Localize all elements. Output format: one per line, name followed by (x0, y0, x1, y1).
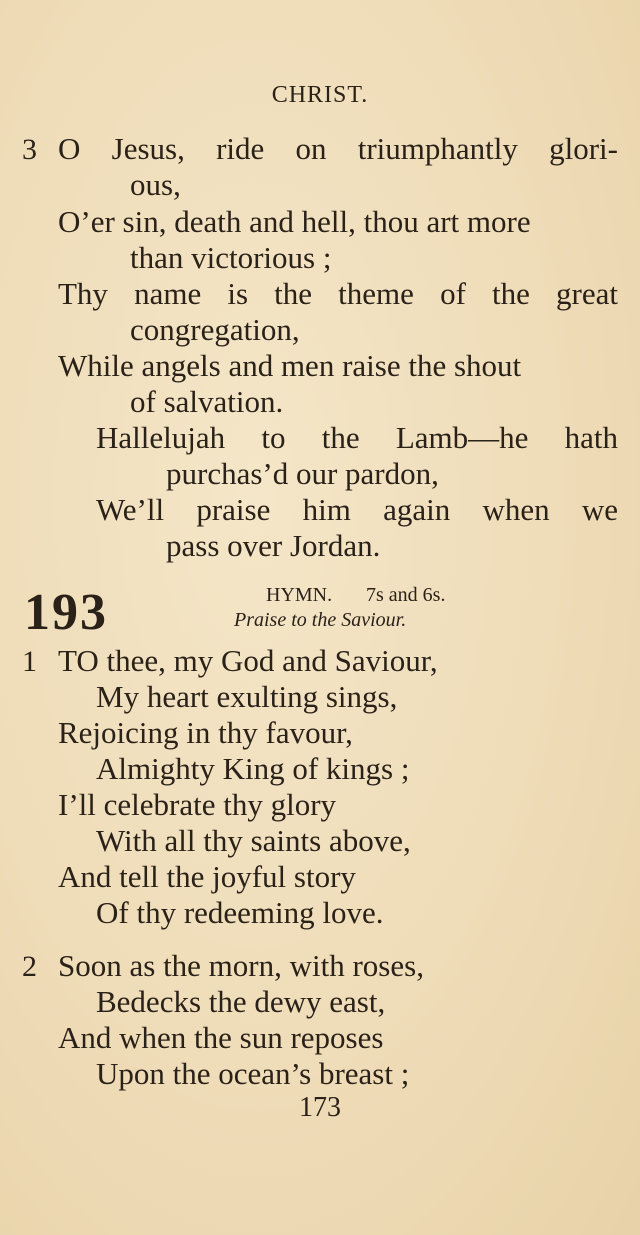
verse-line: than victorious ; (130, 240, 332, 275)
verse-line: Almighty King of kings ; (96, 751, 410, 786)
verse-line: We’ll praise him again when we (96, 492, 618, 527)
verse-line: O Jesus, ride on triumphantly glori- (58, 131, 618, 166)
verse-number: 3 (22, 133, 37, 166)
verse-line: Hallelujah to the Lamb—he hath (96, 420, 618, 455)
verse-number: 1 (22, 645, 37, 678)
verse-line: pass over Jordan. (166, 528, 381, 563)
verse-line: TO thee, my God and Saviour, (58, 643, 438, 678)
verse-line: O’er sin, death and hell, thou art more (58, 204, 531, 239)
verse-line: Thy name is the theme of the great (58, 276, 618, 311)
running-header: CHRIST. (271, 82, 369, 108)
verse-line: Soon as the morn, with roses, (58, 948, 424, 983)
verse-line: While angels and men raise the shout (58, 348, 522, 383)
verse-line: ous, (130, 167, 181, 202)
verse-line: My heart exulting sings, (96, 679, 398, 714)
verse-line: With all thy saints above, (96, 823, 411, 858)
hymn-label: HYMN. (266, 584, 333, 606)
page-number: 173 (299, 1092, 341, 1123)
verse-line: Rejoicing in thy favour, (58, 715, 353, 750)
verse-line: purchas’d our pardon, (166, 456, 439, 491)
verse-line: of salvation. (130, 384, 284, 419)
verse-line: And when the sun reposes (58, 1020, 384, 1055)
verse-line: Of thy redeeming love. (96, 895, 384, 930)
hymn-subtitle: Praise to the Saviour. (234, 609, 407, 631)
verse-line: And tell the joyful story (58, 859, 356, 894)
hymn-number: 193 (24, 584, 108, 641)
verse-line: I’ll celebrate thy glory (58, 787, 337, 822)
verse-number: 2 (22, 950, 37, 983)
verse-line: Upon the ocean’s breast ; (96, 1056, 410, 1091)
hymn-meter: 7s and 6s. (366, 584, 446, 606)
verse-line: Bedecks the dewy east, (96, 984, 386, 1019)
verse-line: congregation, (130, 312, 300, 347)
